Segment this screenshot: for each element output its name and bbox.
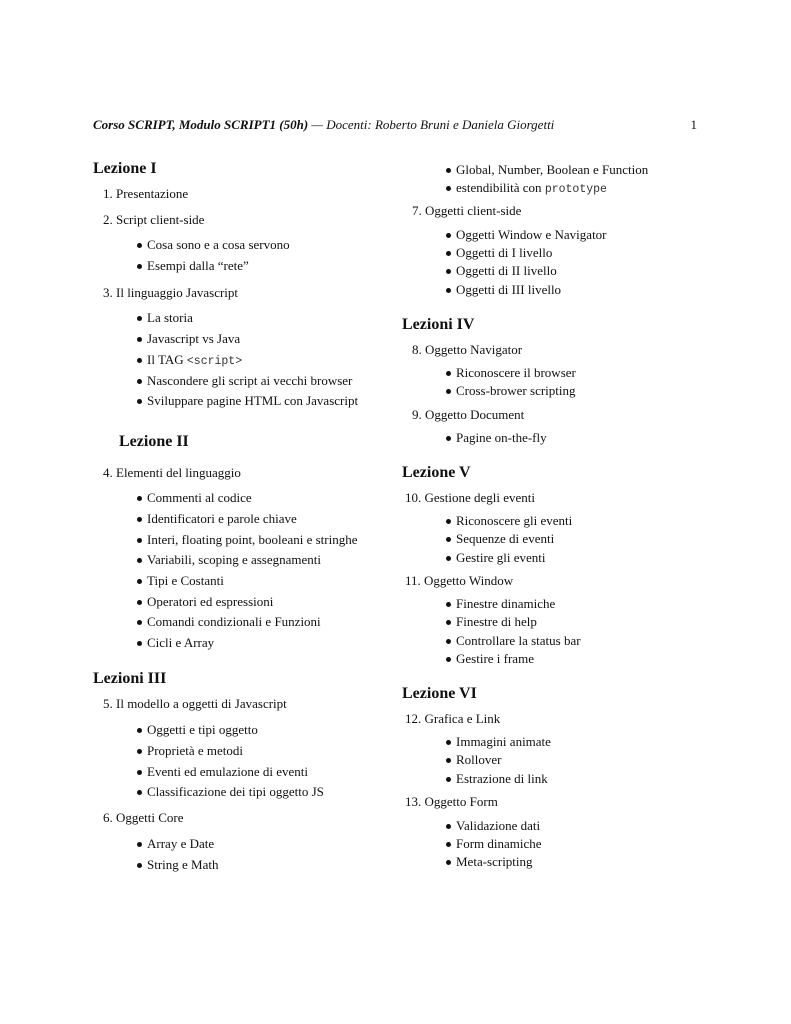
bullet-icon xyxy=(446,824,451,829)
list-item xyxy=(456,263,557,279)
list-item xyxy=(456,282,561,298)
item-3: 3. Il linguaggio Javascript xyxy=(103,285,239,300)
bullet-icon xyxy=(446,758,451,763)
list-item-text: Sviluppare pagine HTML con Javascript xyxy=(147,393,359,408)
code-snippet: prototype xyxy=(544,183,607,196)
list-item xyxy=(456,162,648,178)
list-item-text: Cosa sono e a cosa servono xyxy=(147,237,290,252)
list-item-text: Oggetti di II livello xyxy=(456,263,557,278)
section-lezioni-4: Lezioni IV xyxy=(402,316,475,333)
bullet-icon xyxy=(446,168,451,173)
item-1: 1. Presentazione xyxy=(103,186,189,201)
list-item xyxy=(456,245,552,261)
list-item-text: Operatori ed espressioni xyxy=(147,594,274,609)
list-item-text: Oggetti Window e Navigator xyxy=(456,227,607,242)
item-7: 7. Oggetti client-side xyxy=(412,203,522,218)
list-item-text: Validazione dati xyxy=(456,818,541,833)
list-item-text: Commenti al codice xyxy=(147,490,252,505)
item-9: 9. Oggetto Document xyxy=(412,407,525,422)
list-item-text: Tipi e Costanti xyxy=(147,573,224,588)
bullet-icon xyxy=(446,436,451,441)
bullet-icon xyxy=(446,620,451,625)
bullet-icon xyxy=(446,556,451,561)
bullet-icon xyxy=(446,740,451,745)
list-item-text: Il TAG xyxy=(147,352,187,367)
list-item-text: estendibilità con xyxy=(456,180,545,195)
bullet-icon xyxy=(446,639,451,644)
bullet-icon xyxy=(446,860,451,865)
list-item-text: Global, Number, Boolean e Function xyxy=(456,162,649,177)
list-item-text: Immagini animate xyxy=(456,734,551,749)
bullet-icon xyxy=(446,251,451,256)
list-item xyxy=(456,227,607,243)
list-item-text: Variabili, scoping e assegnamenti xyxy=(147,552,322,567)
list-item-text: Interi, floating point, booleani e stringhe xyxy=(147,532,358,547)
list-item-text: Gestire i frame xyxy=(456,651,534,666)
list-item-text: Pagine on-the-fly xyxy=(456,430,547,445)
list-item-text: Esempi dalla “rete” xyxy=(147,258,249,273)
item-12: 12. Grafica e Link xyxy=(405,711,501,726)
item-4: 4. Elementi del linguaggio xyxy=(103,465,241,480)
section-lezione-2: Lezione II xyxy=(119,433,189,450)
list-item-text: Identificatori e parole chiave xyxy=(147,511,297,526)
list-item xyxy=(456,180,607,198)
list-item-text: Sequenze di eventi xyxy=(456,531,555,546)
list-item-text: Array e Date xyxy=(147,836,215,851)
item-13: 13. Oggetto Form xyxy=(405,794,498,809)
list-item xyxy=(456,513,572,529)
list-item xyxy=(456,818,540,834)
list-item xyxy=(456,596,555,612)
bullet-icon xyxy=(446,657,451,662)
list-item xyxy=(456,651,534,667)
list-item-text: Gestire gli eventi xyxy=(456,550,546,565)
list-item xyxy=(456,752,502,768)
list-item-text: Javascript vs Java xyxy=(147,331,241,346)
list-item-text: Classificazione dei tipi oggetto JS xyxy=(147,784,324,799)
page-number: 1 xyxy=(690,117,697,132)
bullet-icon xyxy=(446,842,451,847)
bullet-icon xyxy=(446,269,451,274)
section-lezione-1: Lezione I xyxy=(93,160,157,177)
list-item xyxy=(456,430,547,446)
list-item xyxy=(456,383,576,399)
list-item-text: Proprietà e metodi xyxy=(147,743,244,758)
item-6: 6. Oggetti Core xyxy=(103,810,184,825)
code-snippet: <script> xyxy=(186,355,243,368)
list-item-text: Oggetti e tipi oggetto xyxy=(147,722,258,737)
list-item xyxy=(456,550,546,566)
list-item xyxy=(456,771,548,787)
list-item xyxy=(456,365,576,381)
item-5: 5. Il modello a oggetti di Javascript xyxy=(103,696,287,711)
list-item-text: Riconoscere il browser xyxy=(456,365,576,380)
bullet-icon xyxy=(446,233,451,238)
list-item-text: Meta-scripting xyxy=(456,854,533,869)
list-item-text: Nascondere gli script ai vecchi browser xyxy=(147,373,353,388)
section-lezione-5: Lezione V xyxy=(402,464,471,481)
list-item xyxy=(456,531,554,547)
list-item-text: La storia xyxy=(147,310,193,325)
item-2: 2. Script client-side xyxy=(103,212,205,227)
bullet-icon xyxy=(446,186,451,191)
list-item-text: Controllare la status bar xyxy=(456,633,581,648)
list-item xyxy=(456,836,542,852)
list-item-text: Cross-brower scripting xyxy=(456,383,576,398)
section-lezioni-3: Lezioni III xyxy=(93,670,167,687)
item-11: 11. Oggetto Window xyxy=(405,573,514,588)
list-item-text: Estrazione di link xyxy=(456,771,548,786)
bullet-icon xyxy=(446,519,451,524)
list-item-text: Finestre di help xyxy=(456,614,537,629)
list-item-text: Cicli e Array xyxy=(147,635,215,650)
list-item-text: Riconoscere gli eventi xyxy=(456,513,573,528)
list-item-text: Oggetti di III livello xyxy=(456,282,562,297)
bullet-icon xyxy=(446,777,451,782)
list-item-text: Finestre dinamiche xyxy=(456,596,556,611)
list-item xyxy=(456,854,533,870)
list-item xyxy=(456,614,537,630)
bullet-icon xyxy=(446,371,451,376)
list-item xyxy=(456,734,551,750)
course-title: Corso SCRIPT, Modulo SCRIPT1 (50h) xyxy=(93,117,309,132)
list-item-text: Comandi condizionali e Funzioni xyxy=(147,614,321,629)
list-item-text: String e Math xyxy=(147,857,219,872)
bullet-icon xyxy=(446,389,451,394)
list-item-text: Eventi ed emulazione di eventi xyxy=(147,764,308,779)
bullet-icon xyxy=(446,602,451,607)
list-item xyxy=(456,633,581,649)
course-teachers: — Docenti: Roberto Bruni e Daniela Giorgetti xyxy=(311,117,555,132)
bullet-icon xyxy=(446,288,451,293)
list-item-text: Rollover xyxy=(456,752,502,767)
section-lezione-6: Lezione VI xyxy=(402,685,477,702)
item-8: 8. Oggetto Navigator xyxy=(412,342,523,357)
list-item-text: Form dinamiche xyxy=(456,836,542,851)
list-item-text: Oggetti di I livello xyxy=(456,245,553,260)
bullet-icon xyxy=(446,537,451,542)
item-10: 10. Gestione degli eventi xyxy=(405,490,535,505)
